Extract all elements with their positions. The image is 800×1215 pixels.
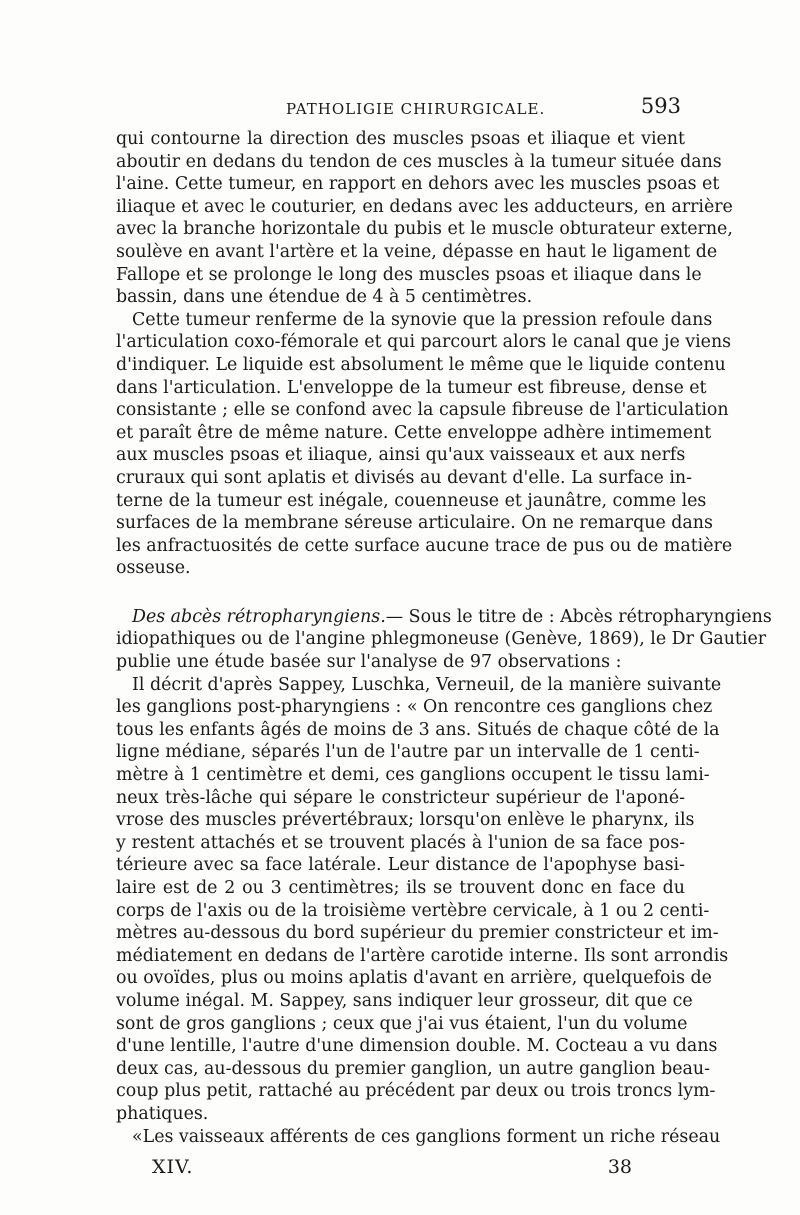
text-line: cruraux qui sont aplatis et divisés au devant d'elle. La surface in-: [116, 467, 692, 488]
text-line: «Les vaisseaux afférents de ces ganglions forment un riche réseau: [132, 1126, 721, 1147]
text-line: et paraît être de même nature. Cette enveloppe adhère intimement: [116, 422, 712, 443]
text-line: aboutir en dedans du tendon de ces muscles à la tumeur située dans: [116, 151, 722, 172]
text-line: y restent attachés et se trouvent placés à l'union de sa face pos-: [116, 832, 685, 853]
text-line: dans l'articulation. L'enveloppe de la tumeur est fibreuse, dense et: [116, 377, 707, 398]
body-text: [116, 128, 772, 1148]
signature-mark: XIV.: [152, 1156, 194, 1178]
text-line: d'indiquer. Le liquide est absolument le même que le liquide contenu: [116, 354, 726, 375]
text-line: corps de l'axis ou de la troisième vertèbre cervicale, à 1 ou 2 centi-: [116, 900, 710, 921]
text-line: médiatement en dedans de l'artère carotide interne. Ils sont arrondis: [116, 945, 729, 966]
text-line: phatiques.: [116, 1103, 209, 1124]
text-line: avec la branche horizontale du pubis et le muscle obturateur externe,: [116, 219, 733, 240]
text-line: publie une étude basée sur l'analyse de 97 observations :: [116, 652, 622, 673]
text-line: Cette tumeur renferme de la synovie que la pression refoule dans: [132, 309, 713, 330]
section-gap: [116, 580, 685, 606]
text-line: osseuse.: [116, 558, 191, 579]
text-line: surfaces de la membrane séreuse articulaire. On ne remarque dans: [116, 513, 713, 534]
text-line: deux cas, au-dessous du premier ganglion, un autre ganglion beau-: [116, 1058, 710, 1079]
paragraph-1: [116, 128, 733, 309]
page-footer: [152, 1156, 632, 1182]
text-line: aux muscles psoas et iliaque, ainsi qu'aux vaisseaux et aux nerfs: [116, 445, 686, 466]
paragraph-3: [116, 606, 772, 674]
text-line: mètre à 1 centimètre et demi, ces ganglions occupent le tissu lami-: [116, 765, 710, 786]
text-line: d'une lentille, l'autre d'une dimension double. M. Cocteau a vu dans: [116, 1036, 718, 1057]
text-line: terne de la tumeur est inégale, couenneuse et jaunâtre, comme les: [116, 490, 707, 511]
text-line: térieure avec sa face latérale. Leur distance de l'apophyse basi-: [116, 855, 685, 876]
text-line: ou ovoïdes, plus ou moins aplatis d'avant en arrière, quelquefois de: [116, 968, 712, 989]
text-line: tous les enfants âgés de moins de 3 ans. Situés de chaque côté de la: [116, 719, 720, 740]
text-line: iliaque et avec le couturier, en dedans avec les adducteurs, en arrière: [116, 196, 733, 217]
text-line: bassin, dans une étendue de 4 à 5 centimètres.: [116, 287, 533, 308]
paragraph-2: [116, 309, 733, 580]
text-line: sont de gros ganglions ; ceux que j'ai vus étaient, l'un du volume: [116, 1013, 688, 1034]
section-heading-rest: — Sous le titre de : Abcès rétropharyngiens: [385, 606, 772, 627]
text-line: Fallope et se prolonge le long des muscles psoas et iliaque dans le: [116, 264, 702, 285]
text-line: soulève en avant l'artère et la veine, dépasse en haut le ligament de: [116, 241, 718, 262]
text-line: volume inégal. M. Sappey, sans indiquer leur grosseur, dit que ce: [116, 990, 693, 1011]
text-line: coup plus petit, rattaché au précédent par deux ou trois troncs lym-: [116, 1081, 716, 1102]
text-line: idiopathiques ou de l'angine phlegmoneuse (Genève, 1869), le Dr Gautier: [116, 629, 767, 650]
text-line: qui contourne la direction des muscles psoas et iliaque et vient: [116, 129, 685, 149]
text-line: les ganglions post-pharyngiens : « On rencontre ces ganglions chez: [116, 697, 713, 718]
running-head: PATHOLIGIE CHIRURGICALE.: [286, 100, 546, 118]
text-line: vrose des muscles prévertébraux; lorsqu'on enlève le pharynx, ils: [116, 810, 695, 831]
text-line: mètres au-dessous du bord supérieur du premier constricteur et im-: [116, 923, 719, 944]
paragraph-5: [116, 1126, 721, 1149]
text-line: l'aine. Cette tumeur, en rapport en dehors avec les muscles psoas et: [116, 174, 720, 195]
text-line: consistante ; elle se confond avec la capsule fibreuse de l'articulation: [116, 400, 729, 421]
paragraph-4: [116, 674, 729, 1126]
text-line: neux très-lâche qui sépare le constricteur supérieur de l'aponé-: [116, 787, 685, 808]
text-line: les anfractuosités de cette surface aucune trace de pus ou de matière: [116, 535, 733, 556]
text-line: l'articulation coxo-fémorale et qui parcourt alors le canal que je viens: [116, 332, 732, 353]
text-line: ligne médiane, séparés l'un de l'autre par un intervalle de 1 centi-: [116, 742, 700, 763]
section-heading-line: [116, 606, 772, 629]
text-line: Il décrit d'après Sappey, Luschka, Verneuil, de la manière suivante: [132, 674, 722, 695]
sheet-number: 38: [607, 1156, 632, 1178]
section-heading: Des abcès rétropharyngiens.: [132, 606, 386, 627]
page-header: [116, 94, 681, 122]
text-line: laire est de 2 ou 3 centimètres; ils se trouvent donc en face du: [116, 878, 685, 898]
page-number: 593: [640, 94, 681, 118]
